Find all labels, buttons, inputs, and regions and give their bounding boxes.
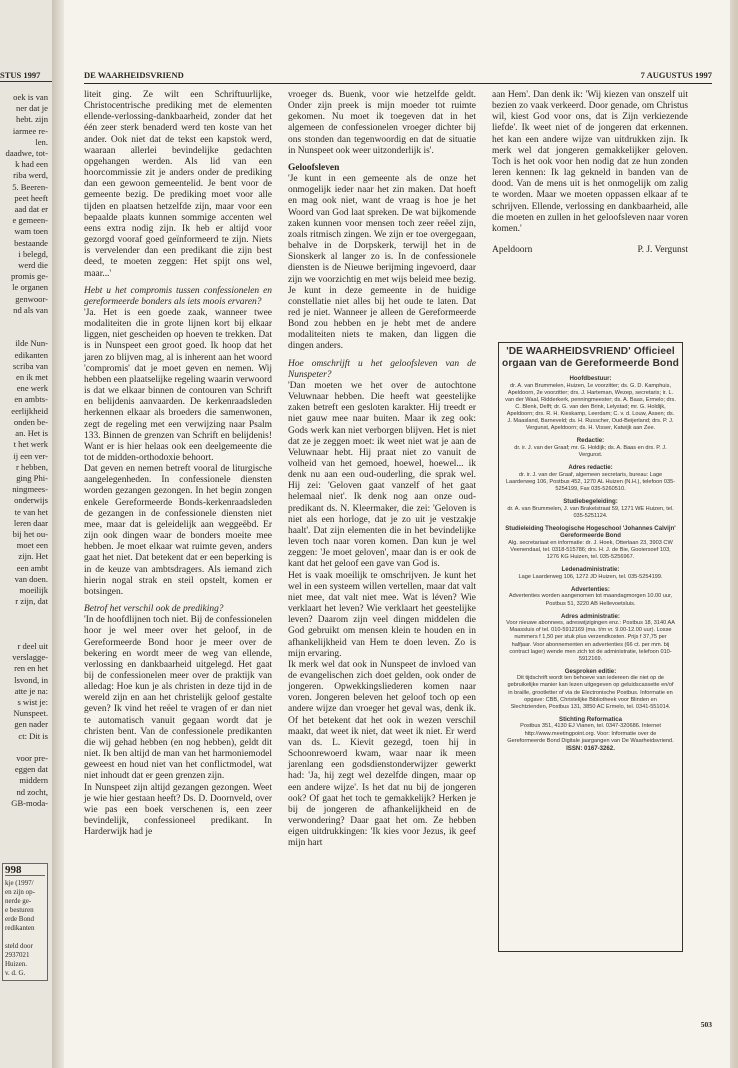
previous-page-line: ilde Nun- [15,338,48,349]
previous-page-line: i belegd, [18,248,48,259]
section-heading: Geloofsleven [288,162,340,173]
signature-author: P. J. Vergunst [637,245,688,256]
article-paragraph: 'Dan moeten we het over de autochtone Veluwnaar hebben. Die heeft wat geestelijke zaken betreft een gesloten karakter. Hij treedt er niet gauw mee naar buiten. Maar ik zeg ook: Gods werk kan niet verborgen blijven. Het is niet dat ze je zeggen moet: ik weet niet wat je aan de Veluwnaar hebt. Hij praat niet zo vanuit de volheid van het gemoed, hoewel, hoewel... ik denk nu aan een oud-ouderling, die sprak wel. Hij zei: 'Geloven gaat vanzelf of het gaat helemaal niet'. Ik denk nog aan onze oud-predikant ds. N. Kleermaker, die zei: 'Geloven is niet als een horloge, dat je zo uit je vestzakje haalt'. Dat zijn elementen die in het bevindelijke leven toch naar voren komen. Dan kun je wel zeggen: 'Je moet geloven', maar dan is er ook de kant dat het geloof een gave van God is. [288,380,476,570]
previous-page-line: le organen [12,282,48,293]
page-right-edge [730,0,738,1068]
section-question: Betrof het verschil ook de prediking? [84,604,224,615]
previous-page-line: r hebben, [16,461,48,472]
colophon-section [505,566,676,581]
previous-page-line: Nunspeet. [13,708,48,719]
previous-page-line: daadwe, tot- [5,148,48,159]
previous-page-box-heading: 998 [5,866,45,876]
previous-page-box-line: nerde ge- [5,897,32,905]
previous-page-line [2,607,48,618]
previous-page-line: s wist je: [17,696,48,707]
colophon-sections [499,375,682,752]
previous-page-line: iarmee re- [12,125,48,136]
previous-page-line: r zijn, dat [15,596,48,607]
section-question: Hoe omschrijft u het geloofsleven van de Nunspeter? [288,358,476,380]
previous-page-box-line: Huizen. [5,960,27,968]
colophon-section [505,613,676,663]
previous-page-line: atte je na: [14,685,48,696]
page-number: 503 [700,1020,712,1029]
colophon-section [505,464,676,493]
previous-page-line: ene werk [16,383,48,394]
colophon-section [505,716,676,752]
previous-page-line: middern [19,775,48,786]
previous-page-line: moeilijk [19,584,48,595]
colophon-section-heading: Studiebegeleiding: [563,497,618,505]
previous-page-line: hebt. zijn [16,114,48,125]
previous-page-line: k had een [15,159,48,170]
previous-page-line: zijn. Het [18,551,48,562]
previous-page-line: werd die [18,260,48,271]
article-paragraph: In Nunspeet zijn altijd gezangen gezongen. Weet je wie hier gestaan heeft? Ds. D. Doornveld, over wie pas een boek verschenen is, een zeer bevindelijk, confessioneel predikant. In Harderwijk had je [84,782,272,838]
colophon-section-heading: Adres administratie: [561,612,620,620]
colophon-section-heading: Gesproken editie: [564,667,617,675]
previous-page-line: en ambts- [14,394,48,405]
article-column-1 [84,90,272,838]
previous-page-line: oek is van [13,92,48,102]
article-paragraph: liteit ging. Ze wilt een Schriftuurlijke, Christocentrische prediking met de elementen ellende-verlossing-dankbaarheid, zonder dat het één zeer sterk benaderd werd ten koste van het ander. Ook niet dat de tekst een kapstok werd, waaraan allerlei bevindelijke gedachten opgehangen werden. Als lid van een hoorcommissie zit je anders onder de prediking dan een gewoon gemeentelid. Je bent voor de gemeente bezig. De prediking moet voor alle tijden en plaatsen hetzelfde zijn, maar voor een bepaalde plaats kunnen sommige accenten wel eens extra nodig zijn. Ik heb er altijd voor gezorgd vooraf goed geïnformeerd te zijn. Niets is vervelender dan een predikant die zijn best deed, te moeten zeggen: Het spijt ons wel, maar...' [84,90,272,279]
article-paragraph: 'In de hoofdlijnen toch niet. Bij de confessionelen hoor je wel meer over het geloof, in de Gereformeerde Bond hoor je meer over de bekering en wordt meer de weg van ellende, verlossing en dankbaarheid uitgelegd. Het gaat bij de confessionelen meer over de praktijk van alledag: Hoe kun je als christen in deze tijd in de wereld zijn en aan het christelijk geloof gestalte geven? Ik vind het reëel te vragen of er dan niet te automatisch vanuit gegaan wordt dat je christen bent. Van de confessionele predikanten die wij gehad hebben (en nog hebben), geldt dit niet. Ik ben altijd de man van het harmoniemodel geweest en houd niet van het conflictmodel, wat niet inhoudt dat er geen grenzen zijn. [84,615,272,782]
colophon-section-text: Advertenties worden aangenomen tot maandagmorgen 10.00 uur, Postbus 51, 3220 AB Hellevoetsluis. [508,593,673,607]
previous-page-line: bestaande [14,237,48,248]
article-paragraph: aan Hem'. Dan denk ik: 'Wij kiezen van onszelf uit bezien zo vaak verkeerd. Door genade, om Christus wil, kiest God voor ons, dat is Zijn verkiezende liefde'. Ik weet niet of de jongeren dat erkennen. het kan een andere wijze van uitdrukken zijn. Ik merk wel dat jongeren gemakkelijker geloven. Toch is het ook voor hen nodig dat ze hun zonden leren kennen: Ik lag gekneld in banden van de dood. Van de mens uit is het onmogelijk om zalig te worden. Maar we moeten oppassen elkaar af te schrijven. Ellende, verlossing en dankbaarheid, alle die moeten en zullen in het geloofsleven naar voren komen.' [492,90,688,234]
newspaper-page [64,0,730,1068]
previous-page-line [2,619,48,630]
previous-page-box-line: steld door [5,942,33,950]
colophon-section [505,668,676,711]
article-column-3 [492,90,688,256]
previous-page-line [2,316,48,327]
article-paragraph: Het is vaak moeilijk te omschrijven. Je kunt het wel in een systeem willen vertellen, maar dat valt niet mee, dat valt niet mee. Wat is léven? Wie verklaart het leven? Wie verklaart het geestelijke leven? Daarom zijn veel dingen middelen die God gebruikt om mensen klein te houden en in afhankelijkheid van Hem te doen leven. Zo is mijn ervaring. [288,570,476,659]
previous-page-line: r deel uit [17,640,48,651]
previous-page-line: aad dat er [14,204,48,215]
previous-page-box [2,863,48,981]
author-signature [492,245,688,256]
colophon-section-heading: Adres redactie: [568,464,613,472]
colophon-section-heading: Stichting Reformatica [559,715,622,723]
colophon-section-text: dr. A. van Brummelen, J. van Brakelstraat 59, 1271 WE Huizen, tel. 035-5251124. [507,505,674,519]
previous-page-line: te van het [14,506,48,517]
previous-page-line: lsvond, in [14,674,48,685]
previous-page-line: verslagge- [12,652,48,663]
colophon-section-text: dr. ir. J. van der Graaf; mr. G. Holdijk; ds. A. Baas en drs. P. J. Vergunst. [514,444,667,458]
previous-page-line: bij het ou- [12,528,48,539]
article-column-3-text [492,90,688,235]
previous-page-line: een ambt [16,562,48,573]
previous-page-line: edikanten [14,349,48,360]
previous-page-box-line [5,933,45,942]
previous-page-line: t het werk [13,439,48,450]
article-paragraph: Dat geven en nemen betreft vooral de liturgische aangelegenheden. In confessionele diensten worden gezangen gezongen. In het begin zongen enkele Gereformeerde Bonds-kerkenraadsleden de gezangen in de confessionele diensten niet mee, maar dat is geleidelijk aan weggeëbd. Er zijn ook dingen waar de bonders moeite mee hebben. Je moet elkaar wat ruimte geven, anders gaat het niet. Dat betekent dat er een beperking is in de keuze van ambtsdragers. Als iemand zich hierin nogal strak en steil opstelt, komen er botsingen. [84,464,272,597]
previous-page-line: onden be- [13,416,48,427]
colophon-section [505,437,676,459]
previous-page-line: moet een [16,540,48,551]
colophon-box [498,342,683,952]
article-paragraph: 'Je kunt in een gemeente als de onze het onmogelijk ieder naar het zin maken. Dat hoeft en mag ook niet, want de vraag is hoe je het Woord van God laat spreken. De wat bijkomende zaken kunnen voor mensen toch zeer reëel zijn, zoals ritmisch zingen. We zijn er toe overgegaan, behalve in de Dorpskerk, terwijl het in de Sionskerk al langer zo is. In de confessionele diensten is de Nieuwe berijming ingevoerd, daar zijn we voorzichtig en met wijs beleid mee bezig. Je kunt in deze gemeente in de huidige constellatie niet alles bij het oude te laten. Dat red je niet. Wanneer je alleen de Gereformeerde Bond zou hebben en je hebt met de andere modaliteiten niets te maken, dan liggen die dingen anders. [288,174,476,352]
previous-page-line: nd als van [13,304,48,315]
colophon-section-heading: Advertenties: [571,585,610,593]
previous-page-line: len. [35,136,48,147]
book-gutter [52,0,64,1068]
colophon-section-heading: Redactie: [576,437,605,445]
previous-page-line: scriba van [12,360,48,371]
issn-number: ISSN: 0167-3262. [566,744,615,752]
previous-page-line [2,327,48,338]
previous-page-box-line: redikanten [5,924,35,932]
previous-page-line: e gemeen- [12,215,48,226]
previous-page-line: voor pre- [16,752,48,763]
previous-page-box-text [5,879,45,978]
previous-page-line [2,742,48,753]
colophon-section-heading: Ledenadministratie: [561,566,620,574]
previous-page-line: eerlijkheid [11,405,48,416]
previous-page-line: an. Het is [15,428,48,439]
previous-page-box-line: 2937021 [5,951,30,959]
previous-page-line: GB-moda- [11,797,48,808]
article-column-2 [288,90,476,849]
previous-page-line [2,630,48,641]
previous-page-line: genwoor- [15,293,48,304]
colophon-section [505,498,676,520]
previous-page-box-line: v. d. G. [5,969,26,977]
previous-page-box-line: e besturen [5,906,34,914]
previous-page-line: ging Phi- [16,472,48,483]
colophon-section [505,375,676,432]
colophon-section-text: dr. A. van Brummelen, Huizen, 1e voorzitter; ds. G. D. Kamphuis, Apeldoorn, 2e voorzitter; drs. J. Harteman, Wezep, secretaris; ir. L. van der Waal, Ridderkerk, penningmeester; ds. A. Baas, Ermelo; drs. C. Blenk, Delft; dr. G. van den Brink, Lelystad; mr. G. Holdijk, Apeldoorn; drs. R. H. Kieskamp, Leerdam; C. v. d. Louw, Assen; ds. J. Maasland, Barneveld; ds. H. Russcher, Oud-Beijerland; drs. P. J. Vergunst, Apeldoorn; ds. H. Visser, Katwijk aan Zee. [505,382,676,432]
previous-page-line: van doen. [14,573,48,584]
previous-page-text [2,92,48,809]
section-question: Hebt u het compromis tussen confessionelen en gereformeerde bonders als iets moois ervaren? [84,285,272,307]
previous-page-line: wam toen [14,226,48,237]
publication-date: 7 AUGUSTUS 1997 [640,70,712,80]
previous-page-line: leren daar [13,517,48,528]
colophon-section-text: Alg. secretariaat en informatie: dr. J. Hoek, Otterlaan 23, 3903 CW Veenendaal, tel. 0318-515786; drs. H. J. de Bie, Gooiersoef 103, 1276 KG Huizen, tel. 035-5256967. [508,539,673,561]
publication-name: DE WAARHEIDSVRIEND [84,70,184,80]
previous-page-header: STUS 1997 [0,70,52,82]
colophon-title: 'DE WAARHEIDSVRIEND' Officieel orgaan van de Gereformeerde Bond [502,346,679,369]
colophon-section-heading: Studieleiding Theologische Hogeschool 'Johannes Calvijn' Gereformeerde Bond [505,524,676,540]
previous-page-line: eggen dat [14,764,48,775]
article-paragraph: vroeger ds. Buenk, voor wie hetzelfde geldt. Onder zijn preek is mijn moeder tot ruimte gekomen. Nu moet ik toegeven dat in het algemeen de confessionelen vroeger dichter bij ons stonden dan tegenwoordig en dat de situatie in Nunspeet ook weer uitzonderlijk is'. [288,90,476,156]
previous-page-box-line: kje (1997/ [5,879,34,887]
previous-page-line: gen nader [14,719,48,730]
previous-page-edge [0,0,54,1068]
previous-page-line: ren en het [14,663,48,674]
previous-page-line: 5. Beeren- [12,181,48,192]
article-paragraph: 'Ja. Het is een goede zaak, wanneer twee modaliteiten die in grote lijnen kort bij elkaar liggen, niet gescheiden op hoeven te trekken. Dat is in Nunspeet een groot goed. Ik hoop dat het jaren zo blijven mag, al is inherent aan het woord 'compromis' dat je moet geven en nemen. Wij hebben een plaatselijke regeling waarin verwoord is dat we elkaar binnen de contouren van Schrift en belijdenis aanvaarden. De kerkenraadsleden herkennen elkaar als broeders die samenwonen, zegt de regeling met een verwijzing naar Psalm 133. Binnen de grenzen van Schrift en belijdenis! Want er is hier helaas ook een deelgemeente die tot de midden-orthodoxie behoort. [84,307,272,463]
previous-page-line: onderwijs [14,495,48,506]
previous-page-line: ij een ver- [13,450,48,461]
colophon-section-text: Lage Laarderweg 106, 1272 JD Huizen, tel. 035-5254199. [518,573,663,580]
running-header [84,70,712,84]
previous-page-line: ner dat je [16,103,48,114]
previous-page-line: en ik met [16,372,48,383]
previous-page-line: promis ge- [11,271,48,282]
signature-place: Apeldoorn [492,245,533,256]
previous-page-line: riba werd, [13,170,48,181]
colophon-section-text: dr. ir. J. van der Graaf, algemeen secretaris, bureau: Lage Laarderweg 106, Postbus 452, 1270 AL Huizen (N.H.), telefoon 035-5254199, Fax 035-5260510. [505,471,676,492]
colophon-section-heading: Hoofdbestuur: [569,375,612,382]
colophon-section-text: Dit tijdschrift wordt ten behoeve van iedereen die niet op de gebruikelijke manier kan lezen uitgegeven op geluidscassette en/of in braille, grootletter of via de Electronische Postbus. Informatie en opgave: CBB, Christelijke Bibliotheek voor Blinden en Slechtzienden, Postbus 131, 3850 AC Ermelo, tel. 0341-551014. [507,675,674,710]
previous-page-line: peet heeft [14,192,48,203]
previous-page-box-line: erde Bond [5,915,34,923]
colophon-section-text: Postbus 351, 4130 EJ Vianen, tel. 0347-320686. Internet http://www.meetingpoint.org. Voor: Informatie over de Gereformeerde Bond Digitale jaargangen van De Waarheidsvriend. [507,723,674,744]
colophon-section [505,586,676,608]
colophon-section-text: Voor nieuwe abonnees, adreswijzigingen enz.: Postbus 18, 3140 AA Maassluis of tel. 010-5912169 (ma. t/m vr. 9.00-12.00 uur). Losse nummers f 1,50 per stuk plus verzendkosten. Prijs f 37,75 per halfjaar. Voor abonnementen en advertenties (66 ct. per mm. bij contract lager) wende men zich tot de administratie, telefoon 010-5912169. [506,620,675,662]
article-paragraph: Ik merk wel dat ook in Nunspeet de invloed van de evangelischen zich doet gelden, ook onder de jongeren. Opwekkingsliederen komen naar voren. Jongeren beleven het geloof toch op een andere wijze dan vroeger het geval was, denk ik. Of het betekent dat het ook in wezen verschil maakt, dat weet ik niet, dat weet ik niet. Er werd van ds. L. Kievit gezegd, toen hij in Schoonrewoerd kwam, waar naar ik meen jarenlang een godsdienstonderwijzer gewerkt had: 'Ja, hij zegt wel dezelfde dingen, maar op een andere wijze'. Is het dat nu bij de jongeren ook? Of gaat het toch te gemakkelijk? Herken je bij de jongeren de afhankelijkheid en de verwondering? Daar gaat het om. Ze hebben eigen uitdrukkingen: 'Ik kies voor Jezus, ik geef mijn hart [288,659,476,849]
previous-page-line: nd zocht, [16,786,48,797]
previous-page-box-line: en zijn op- [5,888,35,896]
previous-page-line: ct: Dit is [18,730,48,741]
previous-page-line: ningmees- [12,484,48,495]
colophon-section [505,525,676,561]
